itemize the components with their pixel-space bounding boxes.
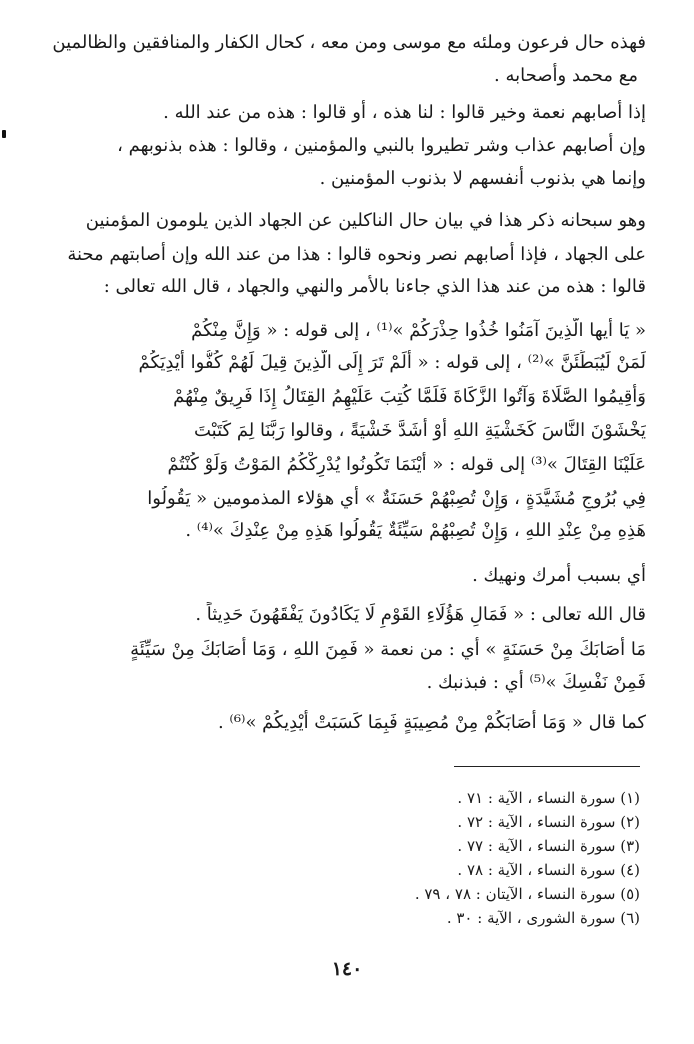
verse-line: قال الله تعالى : « فَمَالِ هَؤُلَاءِ القَوْمِ لَا يَكَادُونَ يَفْقَهُونَ حَدِيثاً .: [195, 604, 646, 625]
footnote: (٣) سورة النساء ، الآية : ٧٧ .: [457, 837, 640, 855]
verse-line: يَخْشَوْنَ النَّاسَ كَخَشْيَةِ اللهِ أَوْ أَشَدَّ خَشْيَةً ، وقالوا رَبَّنَا لِمَ كَتَبْتَ: [194, 420, 646, 441]
text-line: وهو سبحانه ذكر هذا في بيان حال الناكلين عن الجهاد الذين يلومون المؤمنين: [85, 210, 646, 231]
footnote-separator: [454, 766, 640, 767]
verse-line: « يَا أيها الَّذِينَ آمَنُوا خُذُوا حِذْرَكُمْ »⁽¹⁾ ، إلى قوله : « وَإِنَّ مِنْكُمْ: [191, 320, 646, 341]
text-line: أي بسبب أمرك ونهيك .: [472, 565, 646, 586]
text-line: وإنما هي بذنوب أنفسهم لا بذنوب المؤمنين .: [319, 168, 646, 189]
footnote: (٤) سورة النساء ، الآية : ٧٨ .: [457, 861, 640, 879]
footnote: (٢) سورة النساء ، الآية : ٧٢ .: [457, 813, 640, 831]
text-line: فهذه حال فرعون وملئه مع موسى ومن معه ، كحال الكفار والمنافقين والظالمين: [52, 32, 646, 53]
verse-line: مَا أَصَابَكَ مِنْ حَسَنَةٍ » أي : من نعمة « فَمِنَ اللهِ ، وَمَا أَصَابَكَ مِنْ سَيِّئَةٍ: [130, 639, 646, 660]
verse-line: كما قال « وَمَا أَصَابَكُمْ مِنْ مُصِيبَةٍ فَبِمَا كَسَبَتْ أَيْدِيكُمْ »⁽⁶⁾ .: [217, 712, 646, 733]
margin-mark: [2, 130, 6, 138]
verse-line: فَمِنْ نَفْسِكَ »⁽⁵⁾ أي : فبذنبك .: [426, 672, 646, 693]
verse-line: هَذِهِ مِنْ عِنْدِ اللهِ ، وَإِنْ تُصِبْهُمْ سَيِّئَةٌ يَقُولُوا هَذِهِ مِنْ عِنْدِكَ »⁽⁴⁾ .: [185, 520, 646, 541]
verse-line: عَلَيْنَا القِتَالَ »⁽³⁾ إلى قوله : « أَيْنَمَا تَكُونُوا يُدْرِكْكُمُ المَوْتُ وَلَوْ كُنْتُمْ: [167, 454, 646, 475]
footnote: (٥) سورة النساء ، الآيتان : ٧٨ ، ٧٩ .: [414, 885, 640, 903]
verse-line: وَأَقِيمُوا الصَّلَاةَ وَآتُوا الزَّكَاةَ فَلَمَّا كُتِبَ عَلَيْهِمُ القِتَالُ إِذَا فَرِيقٌ مِنْهُمْ: [173, 386, 646, 407]
verse-line: فِي بُرُوجٍ مُشَيَّدَةٍ ، وَإِنْ تُصِبْهُمْ حَسَنَةٌ » أي هؤلاء المذمومين « يَقُولُوا: [147, 488, 646, 509]
footnote: (٦) سورة الشورى ، الآية : ٣٠ .: [446, 909, 640, 927]
page-number: ١٤٠: [331, 958, 363, 980]
footnote: (١) سورة النساء ، الآية : ٧١ .: [457, 789, 640, 807]
text-line: على الجهاد ، فإذا أصابهم نصر ونحوه قالوا : هذا من عند الله وإن أصابتهم محنة: [67, 244, 646, 265]
verse-line: لَمَنْ لَيُبَطِّئَنَّ »⁽²⁾ ، إلى قوله : « أَلَمْ تَرَ إِلَى الَّذِينَ قِيلَ لَهُمْ كُفُّوا أَيْدِيَكُمْ: [138, 352, 646, 373]
text-line: وإن أصابهم عذاب وشر تطيروا بالنبي والمؤمنين ، وقالوا : هذه بذنوبهم ،: [117, 135, 646, 156]
text-line: إذا أصابهم نعمة وخير قالوا : لنا هذه ، أو قالوا : هذه من عند الله .: [163, 102, 646, 123]
text-line: مع محمد وأصحابه .: [494, 65, 638, 86]
text-line: قالوا : هذه من عند هذا الذي جاءنا بالأمر والنهي والجهاد ، قال الله تعالى :: [103, 276, 646, 297]
